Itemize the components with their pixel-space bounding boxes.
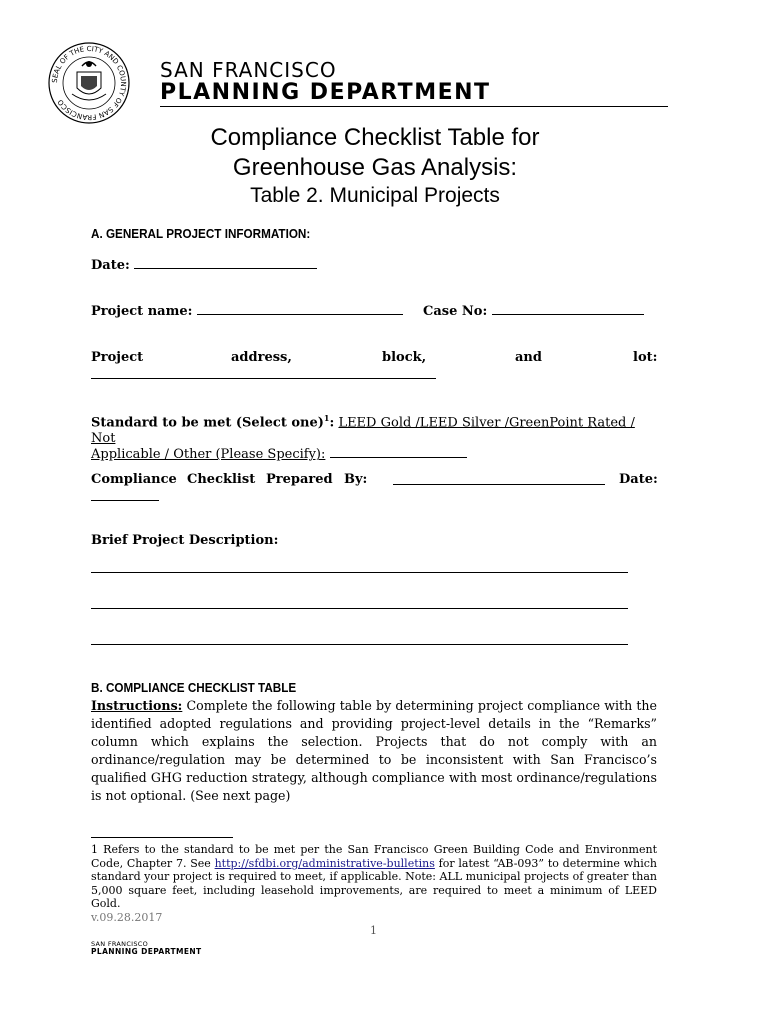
footnote-number: 1 <box>91 843 98 856</box>
footer-logo-line2: PLANNING DEPARTMENT <box>91 947 202 956</box>
org-name-line1: SAN FRANCISCO <box>160 58 337 82</box>
date-field-row <box>91 258 317 273</box>
checklist-word-4: By: <box>344 472 368 487</box>
standard-row <box>91 410 657 463</box>
date-label: Date: <box>91 258 130 273</box>
case-no-label: Case No: <box>423 304 488 319</box>
footnote <box>91 843 657 911</box>
city-seal-logo <box>48 42 130 124</box>
case-no-blank[interactable] <box>492 304 644 315</box>
section-a-heading: A. GENERAL PROJECT INFORMATION: <box>91 226 311 241</box>
description-line-2[interactable] <box>91 598 628 609</box>
instructions-paragraph <box>91 697 657 805</box>
instructions-label: Instructions: <box>91 698 183 713</box>
footer-logo-line1: SAN FRANCISCO <box>91 940 149 948</box>
footnote-text-1: Refers to the standard to be met per the San Francisco Green Building Code and Environment Code, Chapter 7. See <box>91 843 657 870</box>
instructions-text: Complete the following table by determining project compliance with the identified adopted regulations and providing project-level details in the “Remarks” column which explains the selection. Projects that do not comply with an ordinance/regulation may be determined to be inconsistent with San Francisco’s qualified GHG reduction strategy, although compliance with most ordinance/regulations is not optional. (See next page) <box>91 698 657 803</box>
document-title-line2: Greenhouse Gas Analysis: <box>232 154 518 181</box>
header-divider <box>160 106 668 107</box>
project-name-label: Project name: <box>91 304 193 319</box>
address-word-3: block, <box>382 350 427 365</box>
checklist-word-2: Checklist <box>187 472 256 487</box>
page-number: 1 <box>370 924 377 937</box>
project-name-blank[interactable] <box>197 304 403 315</box>
checklist-date-label: Date: <box>619 472 658 487</box>
checklist-word-1: Compliance <box>91 472 177 487</box>
description-line-3[interactable] <box>91 634 628 645</box>
standard-label: Standard to be met (Select one) <box>91 415 324 431</box>
footnote-ref[interactable]: 1 <box>323 413 330 423</box>
standard-options-line1[interactable]: LEED Gold /LEED Silver /GreenPoint Rated / Not <box>91 415 635 447</box>
address-word-4: and <box>515 350 542 365</box>
standard-colon: : <box>329 415 335 431</box>
standard-other-blank[interactable] <box>330 447 467 458</box>
project-name-row <box>91 304 403 319</box>
date-blank[interactable] <box>134 258 317 269</box>
svg-text:SEAL OF THE CITY AND COUNTY OF: SEAL OF THE CITY AND COUNTY OF SAN FRANCISCO <box>50 44 128 122</box>
document-subtitle: Table 2. Municipal Projects <box>250 184 500 207</box>
address-word-5: lot: <box>633 350 658 365</box>
footnote-text-2: for latest “AB-093” to determine which standard your project is required to meet, if applicable. Note: ALL municipal projects of greater than 5,000 square feet, including leasehold improvements, are required to meet a minimum of LEED Gold. <box>91 856 657 911</box>
footnote-divider <box>91 837 233 838</box>
org-name-line2: PLANNING DEPARTMENT <box>160 80 491 105</box>
version-label: v.09.28.2017 <box>91 911 163 924</box>
description-line-1[interactable] <box>91 562 628 573</box>
bulletins-link[interactable]: http://sfdbi.org/administrative-bulletins <box>214 856 435 870</box>
address-blank[interactable] <box>91 368 436 379</box>
case-no-row <box>423 304 644 319</box>
checklist-date-blank[interactable] <box>91 490 159 501</box>
address-word-1: Project <box>91 350 144 365</box>
standard-options-line2[interactable]: Applicable / Other (Please Specify): <box>91 447 326 463</box>
section-b-heading: B. COMPLIANCE CHECKLIST TABLE <box>91 680 297 695</box>
document-title-line1: Compliance Checklist Table for <box>210 124 540 151</box>
address-word-2: address, <box>231 350 292 365</box>
checklist-word-3: Prepared <box>266 472 333 487</box>
prepared-by-blank[interactable] <box>393 474 605 485</box>
description-label: Brief Project Description: <box>91 533 279 548</box>
